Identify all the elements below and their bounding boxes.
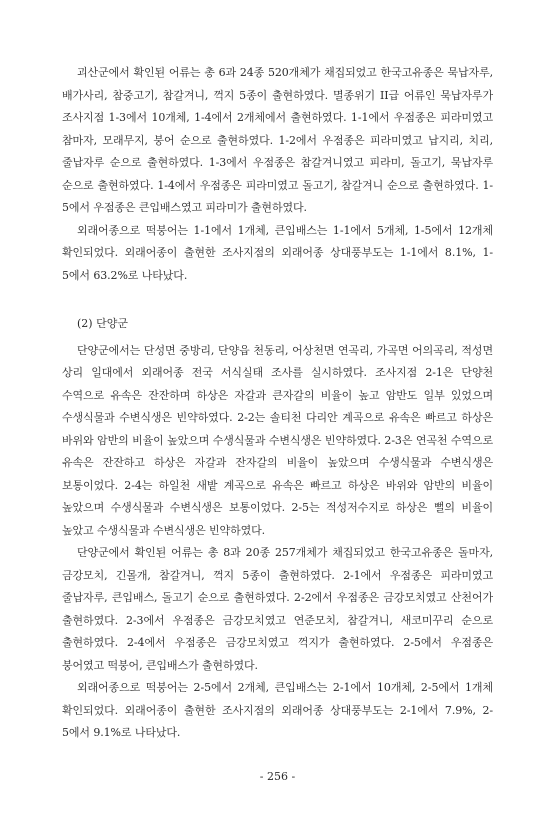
page-number: - 256 -	[259, 770, 296, 783]
paragraph-danyang-invasive-species: 외래어종으로 떡붕어는 2-5에서 2개체, 큰입배스는 2-1에서 10개체, 2-5에서 1개체 확인되었다. 외래어종이 출현한 조사지점의 외래어종 상대풍부도는 2-1에서 7.9%, 2-5에서 9.1%로 나타났다.	[62, 681, 493, 739]
paragraph-danyang-fish-survey: 단양군에서 확인된 어류는 총 8과 20종 257개체가 채집되었고 한국고유종은 돌마자, 금강모치, 긴몰개, 참갈겨니, 꺽지 5종이 출현하였다. 2-1에서 우점종은 피라미였고 줄납자루, 큰입배스, 돌고기 순으로 출현하였다. 2-2에서 우점종은 금강모치였고 산천어가 출현하였다. 2-3에서 우점종은 금강모치였고 연준모치, 참갈겨니, 새코미꾸리 순으로 출현하였다. 2-4에서 우점종은 금강모치였고 꺽지가 출현하였다. 2-5에서 우점종은 붕어였고 떡붕어, 큰입배스가 출현하였다.	[62, 546, 493, 672]
paragraph-goesan-invasive-species: 외래어종으로 떡붕어는 1-1에서 1개체, 큰입배스는 1-1에서 5개체, 1-5에서 12개체 확인되었다. 외래어종이 출현한 조사지점의 외래어종 상대풍부도는 1-1에서 8.1%, 1-5에서 63.2%로 나타났다.	[62, 223, 493, 282]
paragraph-goesan-fish-survey: 괴산군에서 확인된 어류는 총 6과 24종 520개체가 채집되었고 한국고유종은 묵납자루, 배가사리, 참중고기, 참갈겨니, 꺽지 5종이 출현하였다. 멸종위기 II급 어류인 묵납자루가 조사지점 1-3에서 10개체, 1-4에서 2개체에서 출현하였다. 1-1에서 우점종은 피라미였고 참마자, 모래무지, 붕어 순으로 출현하였다. 1-2에서 우점종은 피라미였고 납지리, 치리, 줄납자루 순으로 출현하였다. 1-3에서 우점종은 참갈겨니였고 피라미, 돌고기, 묵납자루 순으로 출현하였다. 1-4에서 우점종은 피라미였고 돌고기, 참갈겨니 순으로 출현하였다. 1-5에서 우점종은 큰입배스였고 피라미가 출현하였다.	[62, 66, 493, 214]
section-heading-danyang: (2) 단양군	[77, 317, 128, 330]
page-body	[62, 62, 493, 745]
paragraph-danyang-survey-sites: 단양군에서는 단성면 중방리, 단양읍 천동리, 어상천면 연곡리, 가곡면 어의곡리, 적성면 상리 일대에서 외래어종 전국 서식실태 조사를 실시하였다. 조사지점 2-1은 단양천 수역으로 유속은 잔잔하며 하상은 자갈과 큰자갈의 비율이 높고 암반도 일부 있었으며 수생식물과 수변식생은 빈약하였다. 2-2는 솔티천 다리안 계곡으로 유속은 빠르고 하상은 바위와 암반의 비율이 높았으며 수생식물과 수변식생은 빈약하였다. 2-3은 연곡천 수역으로 유속은 잔잔하고 하상은 자갈과 잔자갈의 비율이 높았으며 수생식물과 수변식생은 보통이었다. 2-4는 하일천 새밭 계곡으로 유속은 빠르고 하상은 바위와 암반의 비율이 높았으며 수생식물과 수변식생은 보통이었다. 2-5는 적성저수지로 하상은 뻘의 비율이 높았고 수생식물과 수변식생은 빈약하였다.	[62, 343, 493, 537]
